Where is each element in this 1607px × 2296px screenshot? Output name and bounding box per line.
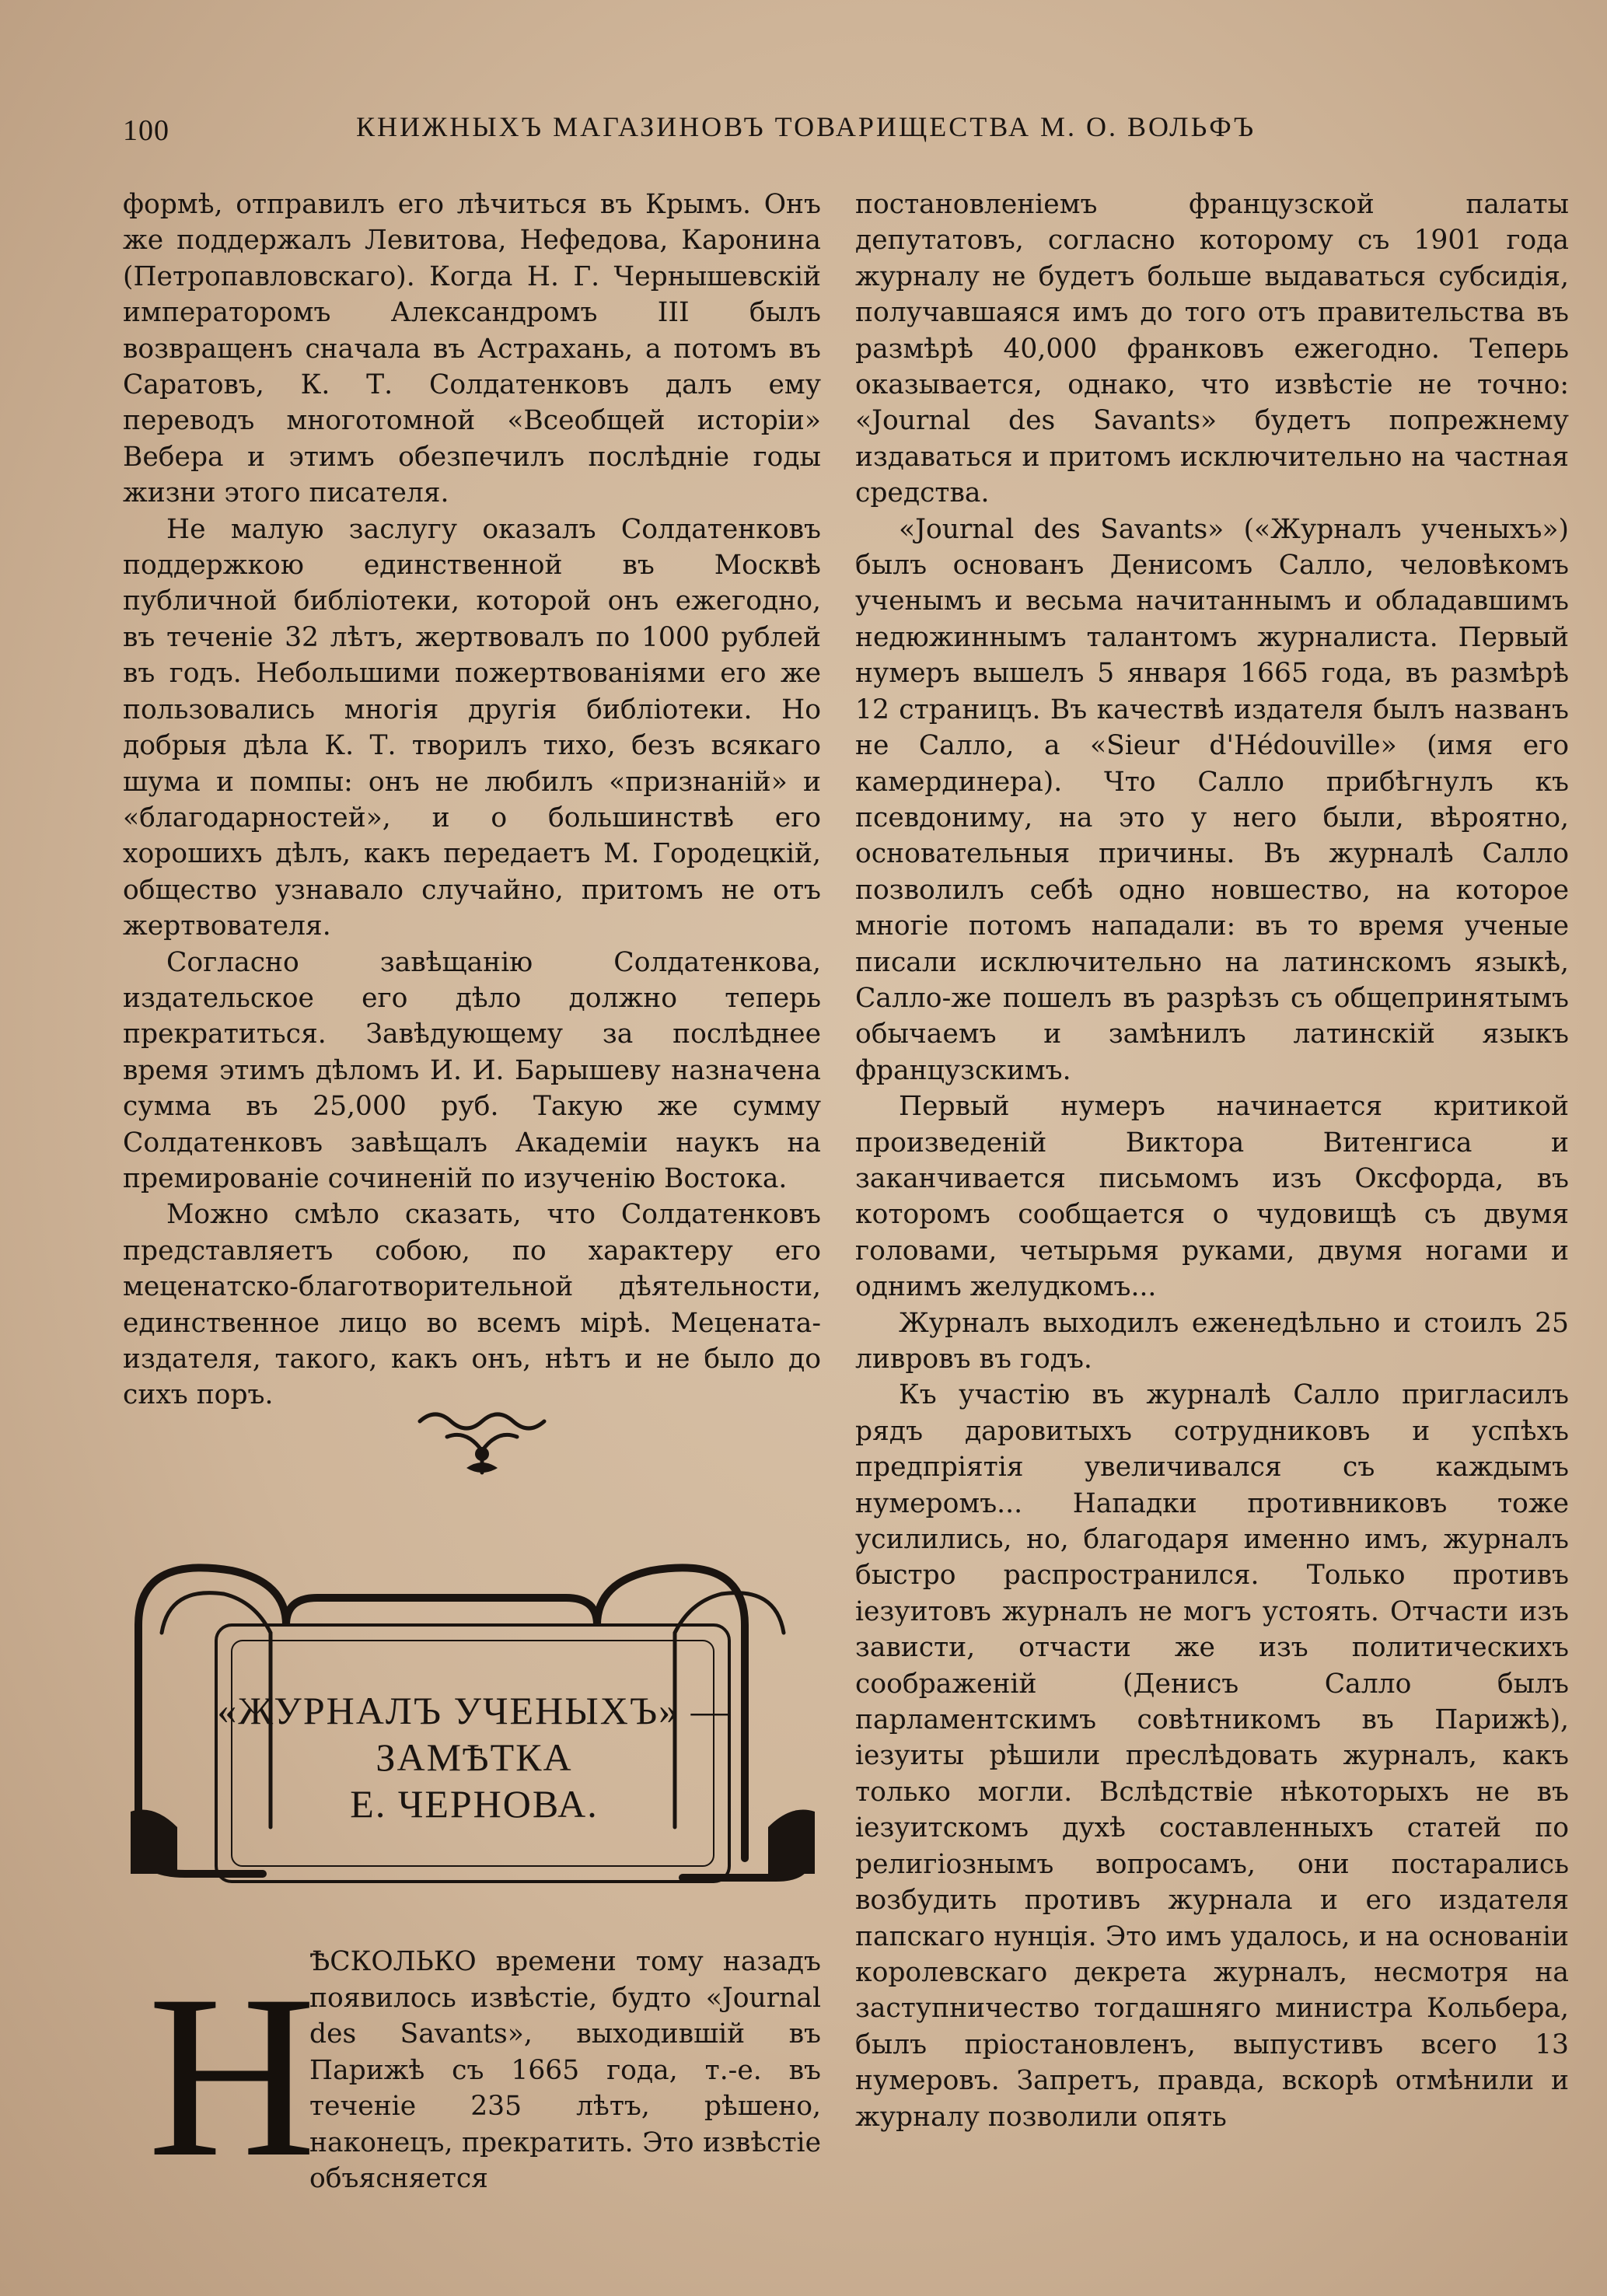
paragraph: Не малую заслугу оказалъ Солдатенковъ поддержкою единственной въ Москвѣ публичной библіотеки, которой онъ ежегодно, въ теченіе 32 лѣтъ, жертвовалъ по 1000 рублей въ годъ. Небольшими пожертвованіями его же пользовались многія другія библіотеки. Но добрыя дѣла К. Т. творилъ тихо, безъ всякаго шума и помпы: онъ не любилъ «признаній» и «благодарностей», и о большинствѣ его хорошихъ дѣлъ, какъ передаетъ М. Городецкій, общество узнавало случайно, притомъ не отъ жертвователя. (123, 513, 821, 942)
paragraph: Журналъ выходилъ еженедѣльно и стоилъ 25 ливровъ въ годъ. (855, 1307, 1569, 1375)
running-title: КНИЖНЫХЪ МАГАЗИНОВЪ ТОВАРИЩЕСТВА М. О. ВОЛЬФЪ (356, 111, 1256, 142)
title-line: Е. ЧЕРНОВА. (350, 1782, 599, 1826)
article-lead-paragraph: ѢСКОЛЬКО времени тому назадъ появилось извѣстіе, будто «Journal des Savants», выходившій въ Парижѣ съ 1665 года, т.-е. въ теченіе 235 лѣтъ, рѣшено, наконецъ, прекратить. Это извѣстіе объясняется (309, 1946, 821, 2194)
paragraph: «Journal des Savants» («Журналъ ученыхъ») былъ основанъ Денисомъ Салло, человѣкомъ ученымъ и весьма начитаннымъ и обладавшимъ недюжиннымъ талантомъ журналиста. Первый нумеръ вышелъ 5 января 1665 года, въ размѣрѣ 12 страницъ. Въ качествѣ издателя былъ названъ не Салло, а «Sieur d'Hédouville» (имя его камердинера). Что Салло прибѣгнулъ къ псевдониму, на это у него были, вѣроятно, основательныя причины. Въ журналѣ Салло позволилъ себѣ одно новшество, на которое многіе потомъ нападали: въ то время ученые писали исключительно на латинскомъ языкѣ, Салло-же пошелъ въ разрѣзъ съ общепринятымъ обычаемъ и замѣнилъ латинскій языкъ французскимъ. (855, 513, 1569, 1086)
paragraph: Къ участію въ журналѣ Салло пригласилъ рядъ даровитыхъ сотрудниковъ и успѣхъ предпріятія увеличивался съ каждымъ нумеромъ... Нападки противниковъ тоже усилились, но, благодаря именно имъ, журналъ быстро распространился. Только противъ іезуитовъ журналъ не могъ устоять. Отчасти изъ зависти, отчасти же изъ политическихъ соображеній (Денисъ Салло былъ парламентскимъ совѣтникомъ въ Парижѣ), іезуиты рѣшили преслѣдовать журналъ, какъ только могли. Вслѣдствіе нѣкоторыхъ не въ іезуитскомъ духѣ составленныхъ статей по религіознымъ вопросамъ, они постарались возбудить противъ журнала и его издателя папскаго нунція. Это имъ удалось, и на основаніи королевскаго декрета журналъ, несмотря на заступничество тогдашняго министра Кольбера, былъ пріостановленъ, выпустивъ всего 13 нумеровъ. Запретъ, правда, вскорѣ отмѣнили и журналу позволили опять (855, 1379, 1569, 2133)
paragraph: Можно смѣло сказать, что Солдатенковъ представляетъ собою, по характеру его меценатско-благотворительной дѣятельности, единственное лицо во всемъ мірѣ. Мецената-издателя, такого, какъ онъ, нѣтъ и не было до сихъ поръ. (123, 1199, 821, 1411)
page-header (123, 107, 1336, 154)
title-line: ЗАМѢТКА (376, 1735, 573, 1779)
title-line: «ЖУРНАЛЪ УЧЕНЫХЪ» — (217, 1689, 732, 1732)
article-title (171, 1687, 777, 1827)
page-number: 100 (123, 114, 169, 147)
paragraph: Первый нумеръ начинается критикой произведеній Виктора Витенгиса и заканчивается письмомъ изъ Оксфорда, въ которомъ сообщается о чудовищѣ съ двумя головами, четырьмя руками, двумя ногами и однимъ желудкомъ... (855, 1091, 1569, 1303)
left-column (123, 187, 821, 1414)
ornament-icon (412, 1406, 552, 1480)
drop-cap: Н (148, 1947, 316, 2205)
right-column (855, 187, 1569, 2135)
paragraph: Согласно завѣщанію Солдатенкова, издательское его дѣло должно теперь прекратиться. Завѣдующему за послѣднее время этимъ дѣломъ И. И. Барышеву назначена сумма въ 25,000 руб. Такую же сумму Солдатенковъ завѣщалъ Академіи наукъ на премированіе сочиненій по изученію Востока. (123, 946, 821, 1194)
paragraph: постановленіемъ французской палаты депутатовъ, согласно которому съ 1901 года журналу не будетъ больше выдаваться субсидія, получавшаяся имъ до того отъ правительства въ размѣрѣ 40,000 франковъ ежегодно. Теперь оказывается, однако, что извѣстіе не точно: «Journal des Savants» будетъ попрежнему издаваться и притомъ исключительно на частная средства. (855, 189, 1569, 509)
paragraph: формѣ, отправилъ его лѣчиться въ Крымъ. Онъ же поддержалъ Левитова, Нефедова, Каронина (Петропавловскаго). Когда Н. Г. Чернышевскій императоромъ Александромъ III былъ возвращенъ сначала въ Астрахань, а потомъ въ Саратовъ, К. Т. Солдатенковъ далъ ему переводъ многотомной «Всеобщей исторіи» Вебера и этимъ обезпечилъ послѣдніе годы жизни этого писателя. (123, 189, 821, 509)
